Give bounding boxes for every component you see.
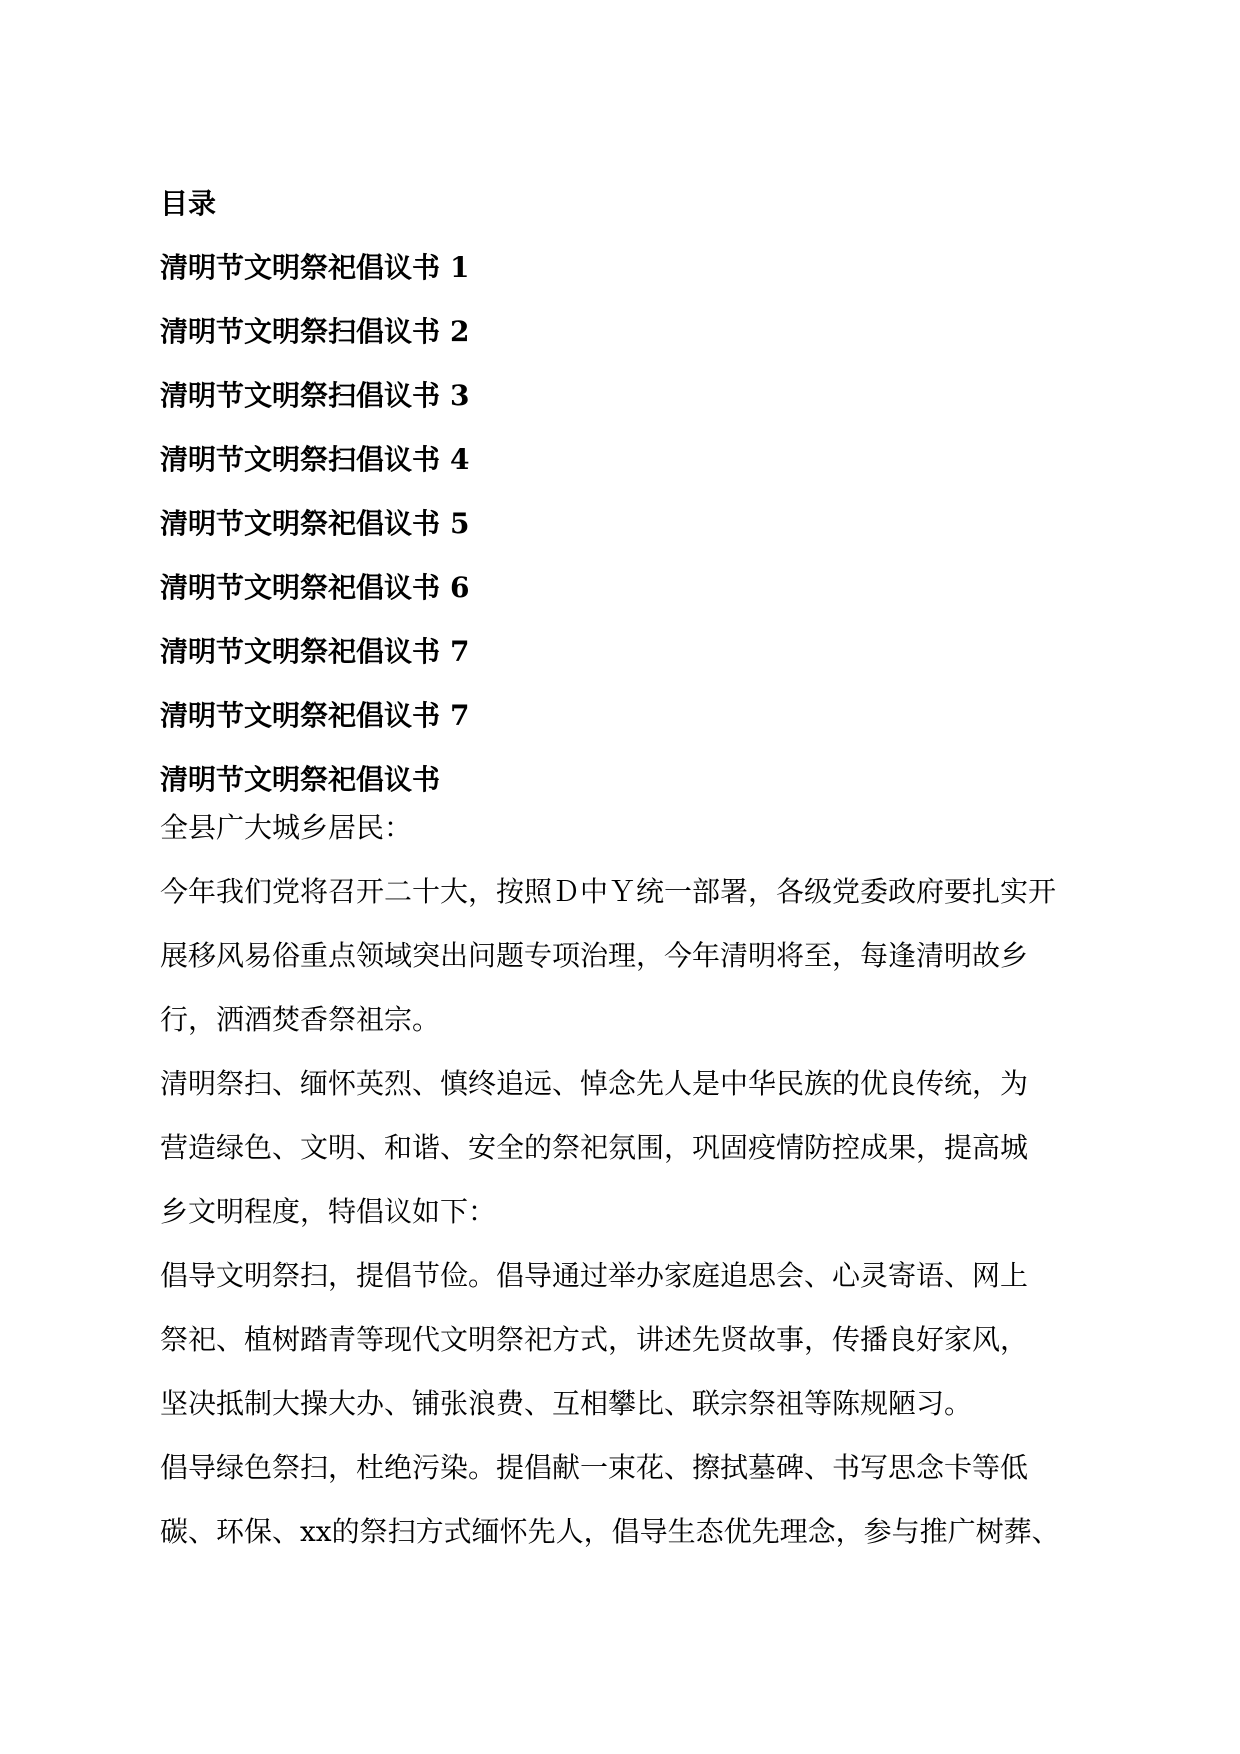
paragraph-line: 坚决抵制大操大办、铺张浪费、互相攀比、联宗祭祖等陈规陋习。 (160, 1387, 973, 1420)
toc-entry-page: 2 (450, 315, 470, 348)
toc-heading: 目录 (160, 187, 217, 220)
paragraph-line: 行，洒酒焚香祭祖宗。 (160, 1003, 441, 1036)
toc-entry[interactable] (160, 556, 1120, 620)
document-title: 清明节文明祭祀倡议书 (160, 763, 441, 796)
toc-entry-label: 清明节文明祭祀倡议书 (160, 507, 441, 540)
toc-entry[interactable] (160, 364, 1120, 428)
toc-entry[interactable] (160, 620, 1120, 684)
toc-entry-label: 清明节文明祭祀倡议书 (160, 635, 441, 668)
paragraph (160, 1244, 1120, 1436)
paragraph (160, 1052, 1120, 1244)
toc-entry-page: 7 (450, 635, 470, 668)
toc-entry-label: 清明节文明祭扫倡议书 (160, 315, 441, 348)
paragraph-line: 倡导绿色祭扫，杜绝污染。提倡献一束花、擦拭墓碑、书写思念卡等低 (160, 1451, 1029, 1484)
paragraph-line: 祭祀、植树踏青等现代文明祭祀方式，讲述先贤故事，传播良好家风， (160, 1323, 1029, 1356)
paragraph-line: 碳、环保、xx的祭扫方式缅怀先人，倡导生态优先理念，参与推广树葬、 (160, 1515, 1060, 1548)
paragraph-line: 营造绿色、文明、和谐、安全的祭祀氛围，巩固疫情防控成果，提高城 (160, 1131, 1029, 1164)
paragraph-line: 清明祭扫、缅怀英烈、慎终追远、悼念先人是中华民族的优良传统，为 (160, 1067, 1029, 1100)
toc-entry-label: 清明节文明祭祀倡议书 (160, 251, 441, 284)
toc-entry[interactable] (160, 684, 1120, 748)
toc-entry-page: 7 (450, 699, 470, 732)
paragraph-line: 今年我们党将召开二十大，按照Ｄ中Ｙ统一部署，各级党委政府要扎实开 (160, 875, 1057, 908)
toc-entry[interactable] (160, 236, 1120, 300)
salutation: 全县广大城乡居民： (160, 811, 413, 844)
toc-entry-label: 清明节文明祭祀倡议书 (160, 699, 441, 732)
table-of-contents (160, 172, 1120, 812)
toc-entry-label: 清明节文明祭扫倡议书 (160, 443, 441, 476)
document-body (160, 796, 1120, 1564)
toc-entry-page: 4 (450, 443, 470, 476)
toc-entry-page: 5 (450, 507, 470, 540)
paragraph-line: 倡导文明祭扫，提倡节俭。倡导通过举办家庭追思会、心灵寄语、网上 (160, 1259, 1029, 1292)
toc-entry[interactable] (160, 300, 1120, 364)
toc-entry-page: 1 (450, 251, 470, 284)
toc-entry-page: 6 (450, 571, 470, 604)
toc-entry-page: 3 (450, 379, 470, 412)
paragraph-line: 展移风易俗重点领域突出问题专项治理，今年清明将至，每逢清明故乡 (160, 939, 1029, 972)
toc-entry[interactable] (160, 492, 1120, 556)
toc-entry-label: 清明节文明祭祀倡议书 (160, 571, 441, 604)
paragraph (160, 1436, 1120, 1564)
toc-entry[interactable] (160, 428, 1120, 492)
toc-entry-label: 清明节文明祭扫倡议书 (160, 379, 441, 412)
paragraph (160, 860, 1120, 1052)
paragraph-line: 乡文明程度，特倡议如下： (160, 1195, 497, 1228)
